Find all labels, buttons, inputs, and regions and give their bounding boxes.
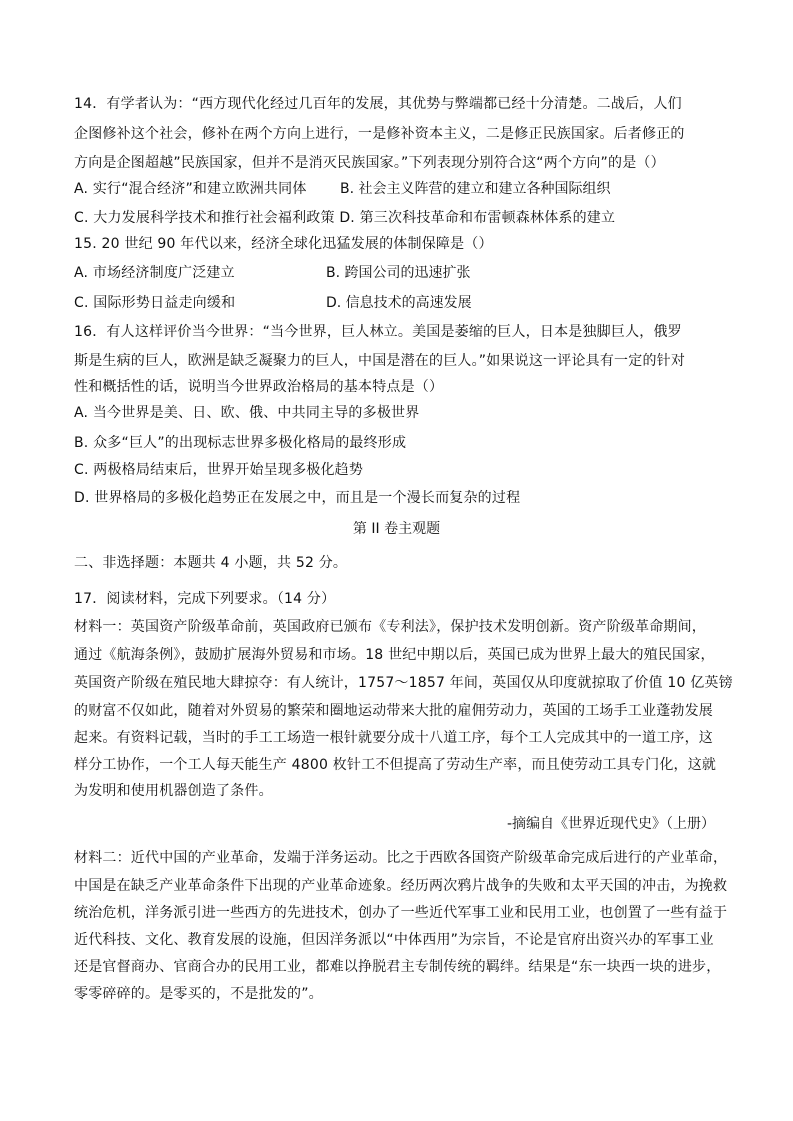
q15-option-b: B. 跨国公司的迅速扩张 bbox=[326, 265, 471, 281]
q15-option-a: A. 市场经济制度广泛建立 bbox=[74, 265, 235, 281]
q16-stem-line-3: 性和概括性的话，说明当今世界政治格局的基本特点是（） bbox=[74, 379, 444, 395]
q16-option-d: D. 世界格局的多极化趋势正在发展之中，而且是一个漫长而复杂的过程 bbox=[74, 490, 521, 506]
q17-material1-line-4: 的财富不仅如此，随着对外贸易的繁荣和圈地运动带来大批的雇佣劳动力，英国的工场手工业蓬勃发展 bbox=[74, 703, 713, 719]
section-title: 第 II 卷主观题 bbox=[352, 521, 441, 537]
q14-option-b: B. 社会主义阵营的建立和建立各种国际组织 bbox=[340, 181, 611, 197]
q17-source-1: -摘编自《世界近现代史》（上册） bbox=[506, 816, 715, 832]
q15-option-d: D. 信息技术的高速发展 bbox=[326, 295, 472, 311]
q16-option-c: C. 两极格局结束后，世界开始呈现多极化趋势 bbox=[74, 462, 364, 478]
q16-option-a: A. 当今世界是美、日、欧、俄、中共同主导的多极世界 bbox=[74, 405, 420, 421]
q17-material2-line-6: 零零碎碎的。是零买的，不是批发的”。 bbox=[74, 986, 323, 1002]
q17-material2-line-1: 材料二：近代中国的产业革命，发端于洋务运动。比之于西欧各国资产阶级革命完成后进行的产业革命， bbox=[74, 850, 728, 866]
q14-stem-line-3: 方向是企图超越”民族国家，但并不是消灭民族国家。”下列表现分别符合这“两个方向”的是（） bbox=[74, 155, 665, 171]
part2-heading: 二、非选择题：本题共 4 小题，共 52 分。 bbox=[74, 555, 348, 571]
q16-stem-line-2: 斯是生病的巨人，欧洲是缺乏凝聚力的巨人，中国是潜在的巨人。”如果说这一评论具有一定的针对 bbox=[74, 353, 686, 369]
q17-material1-line-7: 为发明和使用机器创造了条件。 bbox=[74, 783, 273, 799]
q16-stem-line-1: 16．有人这样评价当今世界：“当今世界，巨人林立。美国是萎缩的巨人，日本是独脚巨人，俄罗 bbox=[74, 324, 682, 340]
q17-material2-line-2: 中国是在缺乏产业革命条件下出现的产业革命迹象。经历两次鸦片战争的失败和太平天国的冲击，为挽救 bbox=[74, 878, 728, 894]
q17-material2-line-5: 还是官督商办、官商合办的民用工业，都难以挣脱君主专制传统的羁绊。结果是“东一块西一块的进步， bbox=[74, 959, 721, 975]
q17-material1-line-1: 材料一：英国资产阶级革命前，英国政府已颁布《专利法》，保护技术发明创新。资产阶级革命期间， bbox=[74, 619, 706, 635]
q17-material1-line-2: 通过《航海条例》，鼓励扩展海外贸易和市场。18 世纪中期以后，英国已成为世界上最大的殖民国家， bbox=[74, 647, 715, 663]
q17-material1-line-5: 起来。有资料记载，当时的手工工场造一根针就要分成十八道工序，每个工人完成其中的一道工序，这 bbox=[74, 730, 713, 746]
q14-option-c-d: C. 大力发展科学技术和推行社会福利政策 D. 第三次科技革命和布雷顿森林体系的建立 bbox=[74, 210, 616, 226]
q17-stem: 17．阅读材料，完成下列要求。（14 分） bbox=[74, 591, 336, 607]
q14-stem-line-1: 14．有学者认为：“西方现代化经过几百年的发展，其优势与弊端都已经十分清楚。二战后，人们 bbox=[74, 96, 682, 112]
q16-option-b: B. 众多“巨人”的出现标志世界多极化格局的最终形成 bbox=[74, 435, 407, 451]
q17-material2-line-3: 统治危机，洋务派引进一些西方的先进技术，创办了一些近代军事工业和民用工业，也创置了一些有益于 bbox=[74, 905, 728, 921]
q17-material2-line-4: 近代科技、文化、教育发展的设施，但因洋务派以“中体西用”为宗旨，不论是官府出资兴办的军事工业 bbox=[74, 932, 714, 948]
q14-option-a: A. 实行“混合经济”和建立欧洲共同体 bbox=[74, 181, 307, 197]
q15-stem: 15. 20 世纪 90 年代以来，经济全球化迅猛发展的体制保障是（） bbox=[74, 236, 493, 252]
q17-material1-line-6: 样分工协作，一个工人每天能生产 4800 枚针工不但提高了劳动生产率，而且使劳动工具专门化，这就 bbox=[74, 757, 717, 773]
q15-option-c: C. 国际形势日益走向缓和 bbox=[74, 295, 236, 311]
q17-material1-line-3: 英国资产阶级在殖民地大肆掠夺：有人统计，1757～1857 年间，英国仅从印度就掠取了价值 10 亿英镑 bbox=[74, 675, 733, 691]
q14-stem-line-2: 企图修补这个社会，修补在两个方向上进行，一是修补资本主义，二是修正民族国家。后者修正的 bbox=[74, 126, 685, 142]
